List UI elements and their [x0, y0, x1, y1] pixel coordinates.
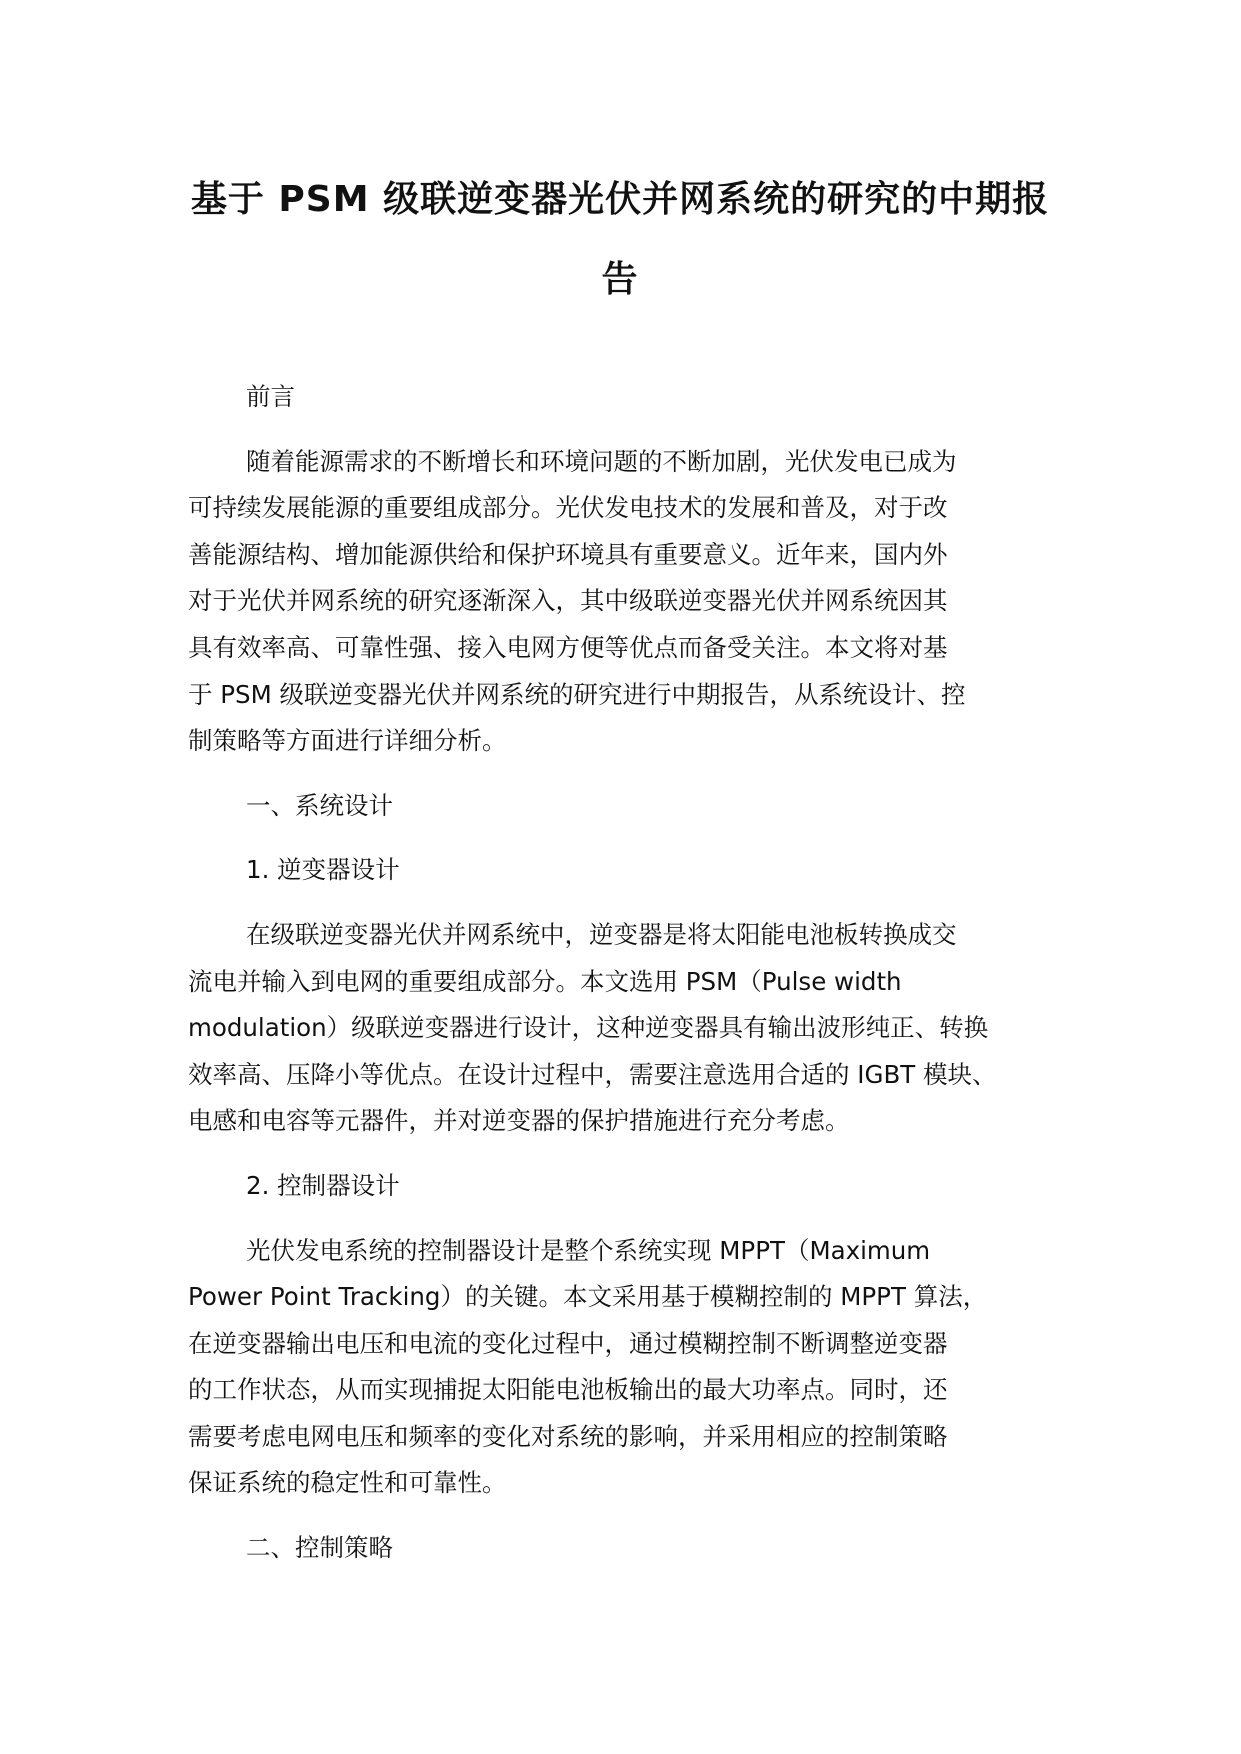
text-line: 制策略等方面进行详细分析。 — [188, 726, 507, 756]
text-line: 保证系统的稳定性和可靠性。 — [188, 1468, 507, 1498]
document-body — [188, 374, 1068, 1590]
text-line: 随着能源需求的不断增长和环境问题的不断加剧，光伏发电已成为 — [246, 446, 957, 476]
text-line: 可持续发展能源的重要组成部分。光伏发电技术的发展和普及，对于改 — [188, 493, 948, 523]
text-line: modulation）级联逆变器进行设计，这种逆变器具有输出波形纯正、转换 — [188, 1013, 989, 1043]
text-line: 在级联逆变器光伏并网系统中，逆变器是将太阳能电池板转换成交 — [246, 919, 957, 949]
text-line: 流电并输入到电网的重要组成部分。本文选用 PSM（Pulse width — [188, 966, 902, 996]
text-line: 在逆变器输出电压和电流的变化过程中，通过模糊控制不断调整逆变器 — [188, 1328, 948, 1358]
text-line: 的工作状态，从而实现捕捉太阳能电池板输出的最大功率点。同时，还 — [188, 1375, 948, 1405]
text-line: 于 PSM 级联逆变器光伏并网系统的研究进行中期报告，从系统设计、控 — [188, 679, 966, 709]
section-2-heading: 二、控制策略 — [246, 1533, 393, 1563]
preface-heading: 前言 — [246, 382, 295, 411]
text-line: 对于光伏并网系统的研究逐渐深入，其中级联逆变器光伏并网系统因其 — [188, 586, 948, 616]
text-line: Power Point Tracking）的关键。本文采用基于模糊控制的 MPPT 算法， — [188, 1282, 988, 1312]
section-1-heading: 一、系统设计 — [246, 790, 393, 820]
controller-design-paragraph — [188, 1228, 1068, 1508]
inverter-design-paragraph — [188, 912, 1068, 1145]
text-line: 需要考虑电网电压和频率的变化对系统的影响，并采用相应的控制策略 — [188, 1421, 948, 1451]
text-line: 效率高、压降小等优点。在设计过程中，需要注意选用合适的 IGBT 模块、 — [188, 1059, 997, 1089]
text-line: 善能源结构、增加能源供给和保护环境具有重要意义。近年来，国内外 — [188, 539, 948, 569]
title-line-2: 告 — [601, 259, 639, 300]
document-title — [180, 160, 1060, 320]
text-line: 电感和电容等元器件，并对逆变器的保护措施进行充分考虑。 — [188, 1106, 850, 1136]
text-line: 光伏发电系统的控制器设计是整个系统实现 MPPT（Maximum — [246, 1235, 931, 1265]
title-line-1: 基于 PSM 级联逆变器光伏并网系统的研究的中期报 — [190, 179, 1050, 220]
subsection-2-heading: 2. 控制器设计 — [246, 1170, 400, 1200]
text-line: 具有效率高、可靠性强、接入电网方便等优点而备受关注。本文将对基 — [188, 632, 948, 662]
subsection-1-heading: 1. 逆变器设计 — [246, 855, 400, 885]
preface-paragraph — [188, 439, 1068, 765]
